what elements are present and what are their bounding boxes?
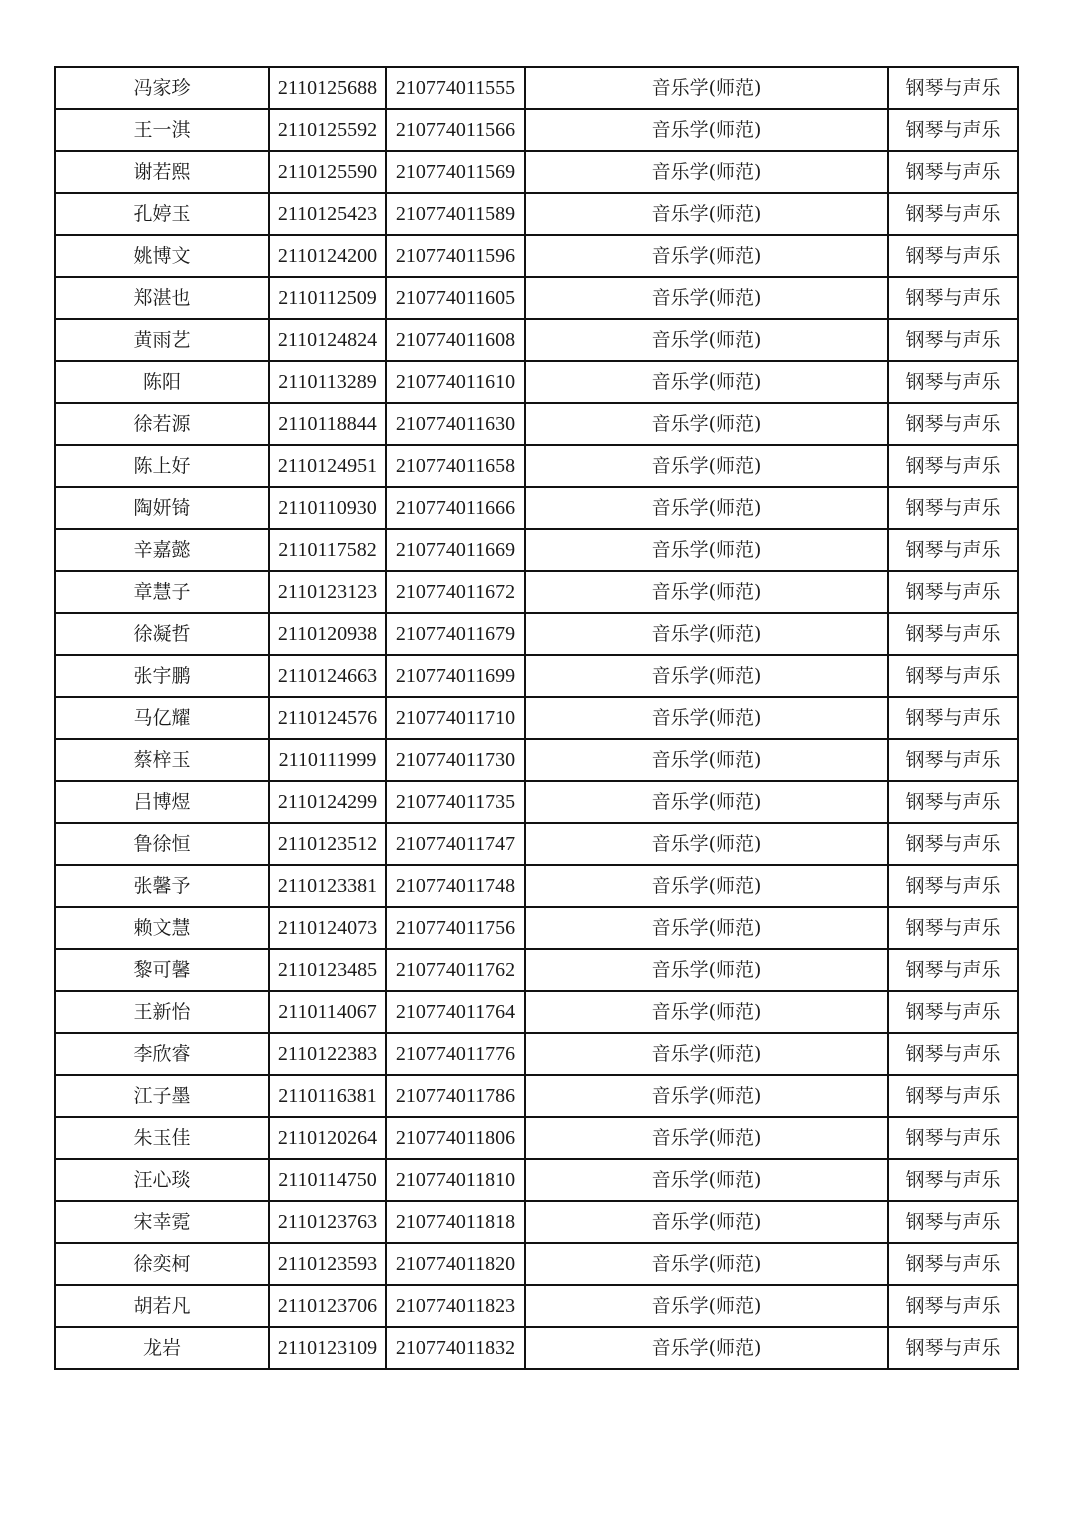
table-row [55, 193, 1018, 235]
table-row [55, 67, 1018, 109]
table-body [55, 67, 1018, 1369]
name-cell: 马亿耀 [55, 697, 269, 739]
direction-cell: 钢琴与声乐 [888, 319, 1018, 361]
direction-cell: 钢琴与声乐 [888, 193, 1018, 235]
exam-number-cell: 2110123381 [269, 865, 386, 907]
name-cell: 王新怡 [55, 991, 269, 1033]
major-cell: 音乐学(师范) [525, 739, 888, 781]
candidate-number-cell: 210774011669 [386, 529, 525, 571]
name-cell: 黄雨艺 [55, 319, 269, 361]
direction-cell: 钢琴与声乐 [888, 1033, 1018, 1075]
major-cell: 音乐学(师范) [525, 655, 888, 697]
name-cell: 蔡梓玉 [55, 739, 269, 781]
direction-cell: 钢琴与声乐 [888, 445, 1018, 487]
major-cell: 音乐学(师范) [525, 403, 888, 445]
name-cell: 赖文慧 [55, 907, 269, 949]
direction-cell: 钢琴与声乐 [888, 697, 1018, 739]
name-cell: 王一淇 [55, 109, 269, 151]
direction-cell: 钢琴与声乐 [888, 1159, 1018, 1201]
name-cell: 徐若源 [55, 403, 269, 445]
candidate-number-cell: 210774011566 [386, 109, 525, 151]
candidate-number-cell: 210774011658 [386, 445, 525, 487]
major-cell: 音乐学(师范) [525, 487, 888, 529]
name-cell: 郑湛也 [55, 277, 269, 319]
major-cell: 音乐学(师范) [525, 361, 888, 403]
exam-number-cell: 2110124824 [269, 319, 386, 361]
table-row [55, 1117, 1018, 1159]
table-row [55, 655, 1018, 697]
direction-cell: 钢琴与声乐 [888, 529, 1018, 571]
exam-number-cell: 2110110930 [269, 487, 386, 529]
major-cell: 音乐学(师范) [525, 1285, 888, 1327]
table-row [55, 361, 1018, 403]
table-row [55, 613, 1018, 655]
candidate-number-cell: 210774011608 [386, 319, 525, 361]
major-cell: 音乐学(师范) [525, 1033, 888, 1075]
exam-number-cell: 2110124663 [269, 655, 386, 697]
major-cell: 音乐学(师范) [525, 781, 888, 823]
candidate-number-cell: 210774011764 [386, 991, 525, 1033]
direction-cell: 钢琴与声乐 [888, 277, 1018, 319]
major-cell: 音乐学(师范) [525, 235, 888, 277]
table-row [55, 697, 1018, 739]
major-cell: 音乐学(师范) [525, 1243, 888, 1285]
name-cell: 朱玉佳 [55, 1117, 269, 1159]
exam-number-cell: 2110111999 [269, 739, 386, 781]
table-row [55, 907, 1018, 949]
direction-cell: 钢琴与声乐 [888, 1201, 1018, 1243]
name-cell: 张馨予 [55, 865, 269, 907]
major-cell: 音乐学(师范) [525, 445, 888, 487]
document-page [54, 66, 1017, 1370]
exam-number-cell: 2110123512 [269, 823, 386, 865]
table-row [55, 277, 1018, 319]
major-cell: 音乐学(师范) [525, 949, 888, 991]
major-cell: 音乐学(师范) [525, 1327, 888, 1369]
table-row [55, 1033, 1018, 1075]
name-cell: 陈上好 [55, 445, 269, 487]
name-cell: 汪心琰 [55, 1159, 269, 1201]
direction-cell: 钢琴与声乐 [888, 865, 1018, 907]
exam-number-cell: 2110123763 [269, 1201, 386, 1243]
direction-cell: 钢琴与声乐 [888, 949, 1018, 991]
direction-cell: 钢琴与声乐 [888, 1243, 1018, 1285]
candidate-number-cell: 210774011710 [386, 697, 525, 739]
direction-cell: 钢琴与声乐 [888, 361, 1018, 403]
candidate-number-cell: 210774011699 [386, 655, 525, 697]
major-cell: 音乐学(师范) [525, 907, 888, 949]
table-row [55, 403, 1018, 445]
major-cell: 音乐学(师范) [525, 613, 888, 655]
name-cell: 宋幸霓 [55, 1201, 269, 1243]
name-cell: 吕博煜 [55, 781, 269, 823]
major-cell: 音乐学(师范) [525, 277, 888, 319]
exam-number-cell: 2110125592 [269, 109, 386, 151]
table-row [55, 109, 1018, 151]
name-cell: 黎可馨 [55, 949, 269, 991]
name-cell: 张宇鹏 [55, 655, 269, 697]
exam-number-cell: 2110114067 [269, 991, 386, 1033]
table-row [55, 445, 1018, 487]
name-cell: 姚博文 [55, 235, 269, 277]
candidate-number-cell: 210774011818 [386, 1201, 525, 1243]
candidate-number-cell: 210774011810 [386, 1159, 525, 1201]
exam-number-cell: 2110120264 [269, 1117, 386, 1159]
exam-number-cell: 2110123123 [269, 571, 386, 613]
direction-cell: 钢琴与声乐 [888, 1327, 1018, 1369]
table-row [55, 823, 1018, 865]
major-cell: 音乐学(师范) [525, 109, 888, 151]
candidate-number-cell: 210774011762 [386, 949, 525, 991]
candidate-number-cell: 210774011756 [386, 907, 525, 949]
exam-number-cell: 2110113289 [269, 361, 386, 403]
candidate-number-cell: 210774011806 [386, 1117, 525, 1159]
student-table [54, 66, 1019, 1370]
major-cell: 音乐学(师范) [525, 1201, 888, 1243]
table-row [55, 949, 1018, 991]
name-cell: 徐奕柯 [55, 1243, 269, 1285]
exam-number-cell: 2110125688 [269, 67, 386, 109]
direction-cell: 钢琴与声乐 [888, 613, 1018, 655]
candidate-number-cell: 210774011832 [386, 1327, 525, 1369]
name-cell: 龙岩 [55, 1327, 269, 1369]
candidate-number-cell: 210774011786 [386, 1075, 525, 1117]
direction-cell: 钢琴与声乐 [888, 109, 1018, 151]
exam-number-cell: 2110116381 [269, 1075, 386, 1117]
exam-number-cell: 2110124576 [269, 697, 386, 739]
name-cell: 章慧子 [55, 571, 269, 613]
name-cell: 李欣睿 [55, 1033, 269, 1075]
direction-cell: 钢琴与声乐 [888, 403, 1018, 445]
table-row [55, 529, 1018, 571]
direction-cell: 钢琴与声乐 [888, 571, 1018, 613]
exam-number-cell: 2110124073 [269, 907, 386, 949]
candidate-number-cell: 210774011776 [386, 1033, 525, 1075]
name-cell: 徐凝哲 [55, 613, 269, 655]
table-row [55, 487, 1018, 529]
exam-number-cell: 2110112509 [269, 277, 386, 319]
candidate-number-cell: 210774011605 [386, 277, 525, 319]
direction-cell: 钢琴与声乐 [888, 151, 1018, 193]
table-row [55, 1285, 1018, 1327]
name-cell: 鲁徐恒 [55, 823, 269, 865]
candidate-number-cell: 210774011589 [386, 193, 525, 235]
direction-cell: 钢琴与声乐 [888, 1285, 1018, 1327]
exam-number-cell: 2110125590 [269, 151, 386, 193]
major-cell: 音乐学(师范) [525, 67, 888, 109]
major-cell: 音乐学(师范) [525, 991, 888, 1033]
direction-cell: 钢琴与声乐 [888, 655, 1018, 697]
candidate-number-cell: 210774011735 [386, 781, 525, 823]
candidate-number-cell: 210774011630 [386, 403, 525, 445]
table-row [55, 739, 1018, 781]
candidate-number-cell: 210774011666 [386, 487, 525, 529]
direction-cell: 钢琴与声乐 [888, 235, 1018, 277]
direction-cell: 钢琴与声乐 [888, 739, 1018, 781]
candidate-number-cell: 210774011610 [386, 361, 525, 403]
table-row [55, 865, 1018, 907]
exam-number-cell: 2110122383 [269, 1033, 386, 1075]
exam-number-cell: 2110114750 [269, 1159, 386, 1201]
table-row [55, 319, 1018, 361]
exam-number-cell: 2110117582 [269, 529, 386, 571]
candidate-number-cell: 210774011569 [386, 151, 525, 193]
exam-number-cell: 2110123706 [269, 1285, 386, 1327]
table-row [55, 991, 1018, 1033]
table-row [55, 1159, 1018, 1201]
major-cell: 音乐学(师范) [525, 1075, 888, 1117]
major-cell: 音乐学(师范) [525, 193, 888, 235]
table-row [55, 1201, 1018, 1243]
candidate-number-cell: 210774011555 [386, 67, 525, 109]
direction-cell: 钢琴与声乐 [888, 781, 1018, 823]
candidate-number-cell: 210774011730 [386, 739, 525, 781]
name-cell: 陈阳 [55, 361, 269, 403]
exam-number-cell: 2110124200 [269, 235, 386, 277]
name-cell: 冯家珍 [55, 67, 269, 109]
table-row [55, 235, 1018, 277]
major-cell: 音乐学(师范) [525, 571, 888, 613]
table-row [55, 151, 1018, 193]
major-cell: 音乐学(师范) [525, 529, 888, 571]
direction-cell: 钢琴与声乐 [888, 487, 1018, 529]
name-cell: 孔婷玉 [55, 193, 269, 235]
exam-number-cell: 2110123593 [269, 1243, 386, 1285]
exam-number-cell: 2110125423 [269, 193, 386, 235]
name-cell: 谢若熙 [55, 151, 269, 193]
direction-cell: 钢琴与声乐 [888, 991, 1018, 1033]
direction-cell: 钢琴与声乐 [888, 907, 1018, 949]
candidate-number-cell: 210774011596 [386, 235, 525, 277]
candidate-number-cell: 210774011747 [386, 823, 525, 865]
candidate-number-cell: 210774011823 [386, 1285, 525, 1327]
candidate-number-cell: 210774011679 [386, 613, 525, 655]
table-row [55, 1075, 1018, 1117]
exam-number-cell: 2110123109 [269, 1327, 386, 1369]
direction-cell: 钢琴与声乐 [888, 67, 1018, 109]
major-cell: 音乐学(师范) [525, 697, 888, 739]
table-row [55, 1327, 1018, 1369]
name-cell: 江子墨 [55, 1075, 269, 1117]
candidate-number-cell: 210774011820 [386, 1243, 525, 1285]
major-cell: 音乐学(师范) [525, 1159, 888, 1201]
major-cell: 音乐学(师范) [525, 1117, 888, 1159]
table-row [55, 1243, 1018, 1285]
major-cell: 音乐学(师范) [525, 151, 888, 193]
exam-number-cell: 2110124299 [269, 781, 386, 823]
exam-number-cell: 2110118844 [269, 403, 386, 445]
direction-cell: 钢琴与声乐 [888, 1075, 1018, 1117]
candidate-number-cell: 210774011672 [386, 571, 525, 613]
major-cell: 音乐学(师范) [525, 865, 888, 907]
major-cell: 音乐学(师范) [525, 823, 888, 865]
exam-number-cell: 2110124951 [269, 445, 386, 487]
name-cell: 陶妍锜 [55, 487, 269, 529]
name-cell: 胡若凡 [55, 1285, 269, 1327]
name-cell: 辛嘉懿 [55, 529, 269, 571]
exam-number-cell: 2110120938 [269, 613, 386, 655]
direction-cell: 钢琴与声乐 [888, 823, 1018, 865]
candidate-number-cell: 210774011748 [386, 865, 525, 907]
table-row [55, 781, 1018, 823]
direction-cell: 钢琴与声乐 [888, 1117, 1018, 1159]
major-cell: 音乐学(师范) [525, 319, 888, 361]
exam-number-cell: 2110123485 [269, 949, 386, 991]
table-row [55, 571, 1018, 613]
